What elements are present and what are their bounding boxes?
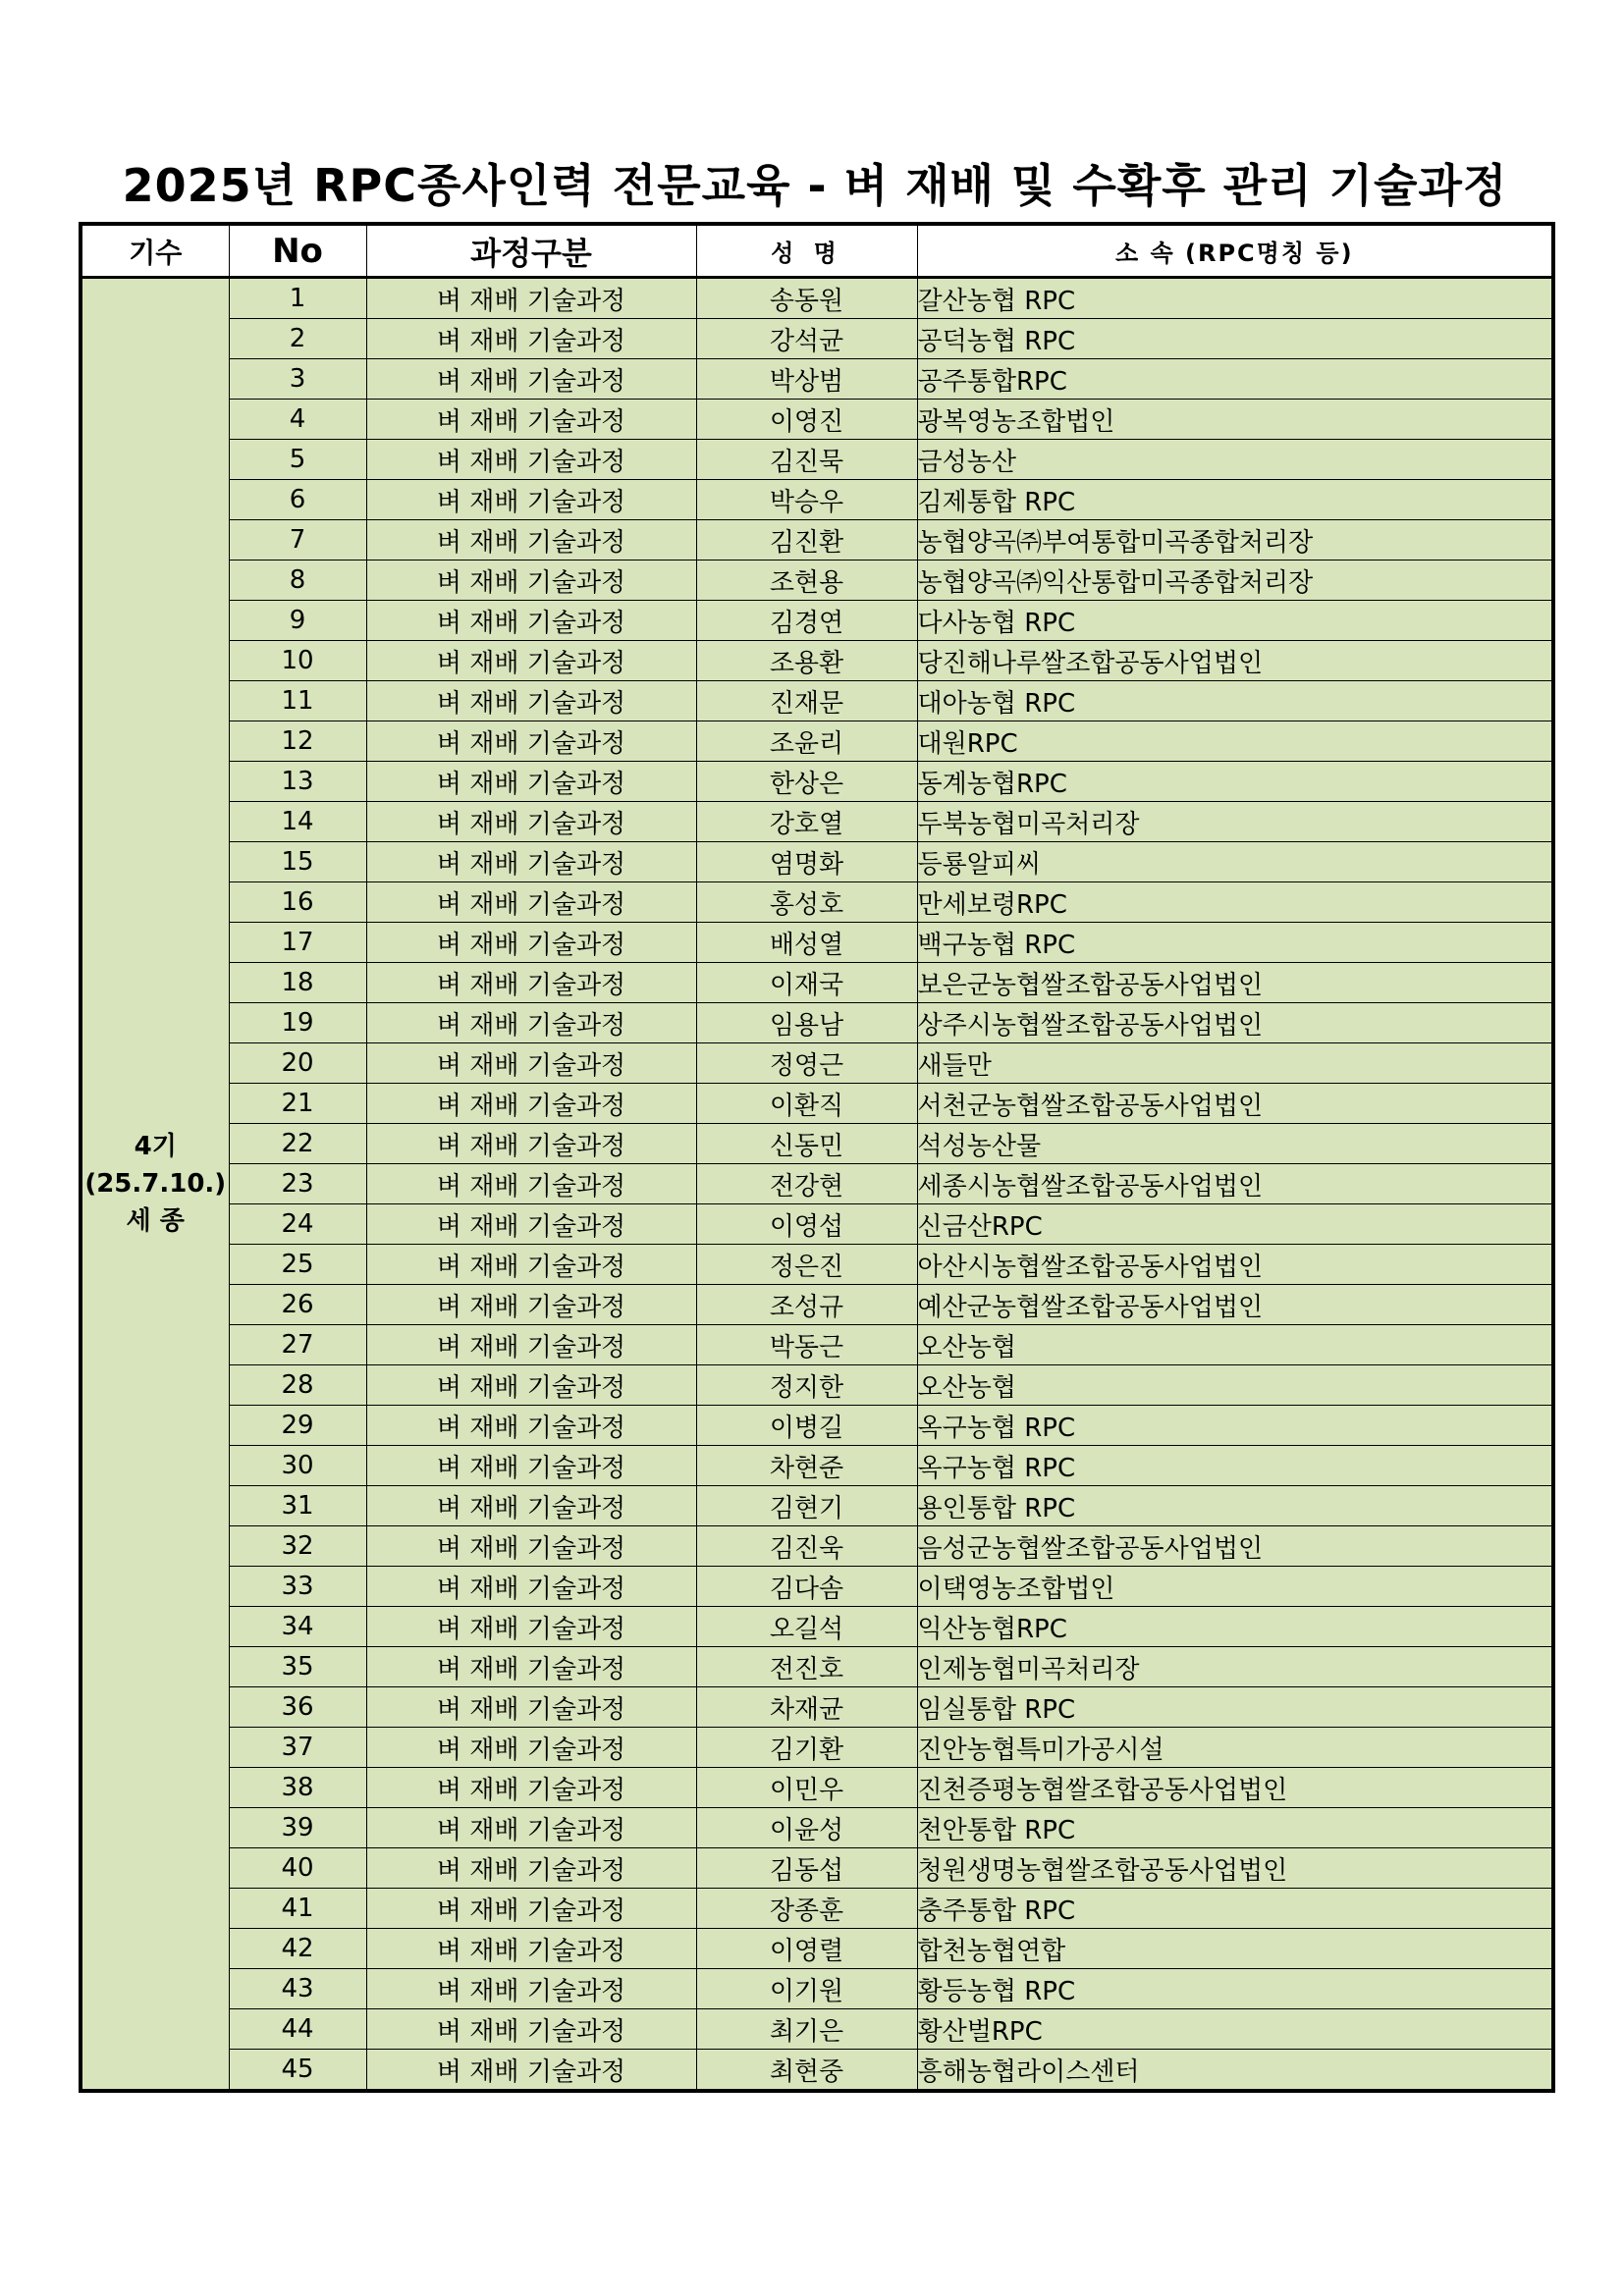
cell-name: 차재균 [696, 1687, 917, 1728]
cell-name: 오길석 [696, 1607, 917, 1647]
table-row [81, 1084, 1553, 1124]
table-row [81, 762, 1553, 802]
cell-course: 벼 재배 기술과정 [366, 882, 696, 923]
cell-affiliation: 흥해농협라이스센터 [917, 2050, 1553, 2092]
cell-course: 벼 재배 기술과정 [366, 1486, 696, 1526]
cell-course: 벼 재배 기술과정 [366, 359, 696, 400]
cell-affiliation: 공덕농협 RPC [917, 319, 1553, 359]
table-row [81, 359, 1553, 400]
cell-affiliation: 대원RPC [917, 721, 1553, 762]
cell-affiliation: 아산시농협쌀조합공동사업법인 [917, 1245, 1553, 1285]
cell-course: 벼 재배 기술과정 [366, 1245, 696, 1285]
cell-no: 25 [229, 1245, 366, 1285]
cell-course: 벼 재배 기술과정 [366, 1526, 696, 1567]
cell-affiliation: 만세보령RPC [917, 882, 1553, 923]
cell-no: 43 [229, 1969, 366, 2009]
cell-name: 최기은 [696, 2009, 917, 2050]
table-row [81, 681, 1553, 721]
cell-no: 6 [229, 480, 366, 520]
cell-name: 조현용 [696, 561, 917, 601]
cell-name: 배성열 [696, 923, 917, 963]
cell-course: 벼 재배 기술과정 [366, 923, 696, 963]
cell-no: 30 [229, 1446, 366, 1486]
cell-affiliation: 농협양곡㈜부여통합미곡종합처리장 [917, 520, 1553, 561]
cell-no: 24 [229, 1204, 366, 1245]
table-row [81, 1567, 1553, 1607]
cell-no: 16 [229, 882, 366, 923]
cell-affiliation: 임실통합 RPC [917, 1687, 1553, 1728]
table-row [81, 1406, 1553, 1446]
cell-name: 차현준 [696, 1446, 917, 1486]
cell-no: 27 [229, 1325, 366, 1365]
cell-name: 정지한 [696, 1365, 917, 1406]
cell-no: 22 [229, 1124, 366, 1164]
cell-course: 벼 재배 기술과정 [366, 1647, 696, 1687]
table-row [81, 1325, 1553, 1365]
cell-name: 장종훈 [696, 1889, 917, 1929]
cell-name: 강호열 [696, 802, 917, 842]
table-row [81, 278, 1553, 319]
cell-name: 김기환 [696, 1728, 917, 1768]
cell-no: 40 [229, 1848, 366, 1889]
cell-course: 벼 재배 기술과정 [366, 2009, 696, 2050]
table-body [81, 278, 1553, 2092]
cell-affiliation: 공주통합RPC [917, 359, 1553, 400]
cell-course: 벼 재배 기술과정 [366, 601, 696, 641]
cell-affiliation: 청원생명농협쌀조합공동사업법인 [917, 1848, 1553, 1889]
cell-course: 벼 재배 기술과정 [366, 802, 696, 842]
cell-course: 벼 재배 기술과정 [366, 1969, 696, 2009]
table-row [81, 1124, 1553, 1164]
table-row [81, 1486, 1553, 1526]
cell-affiliation: 천안통합 RPC [917, 1808, 1553, 1848]
cell-name: 이재국 [696, 963, 917, 1003]
table-row [81, 1607, 1553, 1647]
cell-course: 벼 재배 기술과정 [366, 681, 696, 721]
cell-name: 이병길 [696, 1406, 917, 1446]
cell-affiliation: 새들만 [917, 1043, 1553, 1084]
cell-no: 17 [229, 923, 366, 963]
cell-name: 이환직 [696, 1084, 917, 1124]
cell-affiliation: 등룡알피씨 [917, 842, 1553, 882]
cell-name: 최현중 [696, 2050, 917, 2092]
cell-course: 벼 재배 기술과정 [366, 278, 696, 319]
cell-no: 3 [229, 359, 366, 400]
cell-name: 김진환 [696, 520, 917, 561]
cell-affiliation: 예산군농협쌀조합공동사업법인 [917, 1285, 1553, 1325]
cell-course: 벼 재배 기술과정 [366, 1365, 696, 1406]
cell-course: 벼 재배 기술과정 [366, 480, 696, 520]
cell-no: 32 [229, 1526, 366, 1567]
cell-no: 34 [229, 1607, 366, 1647]
table-row [81, 1043, 1553, 1084]
cell-course: 벼 재배 기술과정 [366, 1124, 696, 1164]
cell-no: 21 [229, 1084, 366, 1124]
cell-name: 김다솜 [696, 1567, 917, 1607]
cell-affiliation: 합천농협연합 [917, 1929, 1553, 1969]
cell-affiliation: 익산농협RPC [917, 1607, 1553, 1647]
cell-course: 벼 재배 기술과정 [366, 1406, 696, 1446]
cell-name: 이영렬 [696, 1929, 917, 1969]
cell-course: 벼 재배 기술과정 [366, 1164, 696, 1204]
participant-table [79, 222, 1555, 2093]
cell-course: 벼 재배 기술과정 [366, 842, 696, 882]
table-row [81, 1889, 1553, 1929]
table-row [81, 882, 1553, 923]
cell-course: 벼 재배 기술과정 [366, 721, 696, 762]
cell-no: 15 [229, 842, 366, 882]
cell-affiliation: 농협양곡㈜익산통합미곡종합처리장 [917, 561, 1553, 601]
cell-no: 35 [229, 1647, 366, 1687]
cell-affiliation: 세종시농협쌀조합공동사업법인 [917, 1164, 1553, 1204]
header-no: No [229, 224, 366, 278]
cell-no: 20 [229, 1043, 366, 1084]
cell-course: 벼 재배 기술과정 [366, 1204, 696, 1245]
cell-no: 39 [229, 1808, 366, 1848]
cell-name: 김경연 [696, 601, 917, 641]
header-affiliation: 소 속 (RPC명칭 등) [917, 224, 1553, 278]
cell-affiliation: 대아농협 RPC [917, 681, 1553, 721]
cohort-cell [81, 278, 229, 2092]
cell-name: 전강현 [696, 1164, 917, 1204]
cell-affiliation: 당진해나루쌀조합공동사업법인 [917, 641, 1553, 681]
cell-no: 23 [229, 1164, 366, 1204]
cell-course: 벼 재배 기술과정 [366, 400, 696, 440]
header-course: 과정구분 [366, 224, 696, 278]
header-name: 성 명 [696, 224, 917, 278]
table-row [81, 561, 1553, 601]
cell-name: 이영진 [696, 400, 917, 440]
cell-affiliation: 갈산농협 RPC [917, 278, 1553, 319]
cell-course: 벼 재배 기술과정 [366, 2050, 696, 2092]
cell-course: 벼 재배 기술과정 [366, 762, 696, 802]
cell-no: 45 [229, 2050, 366, 2092]
cell-no: 36 [229, 1687, 366, 1728]
table-row [81, 1526, 1553, 1567]
cell-name: 한상은 [696, 762, 917, 802]
cell-name: 김현기 [696, 1486, 917, 1526]
cell-course: 벼 재배 기술과정 [366, 1567, 696, 1607]
table-row [81, 1848, 1553, 1889]
cell-no: 11 [229, 681, 366, 721]
cell-name: 박승우 [696, 480, 917, 520]
cell-course: 벼 재배 기술과정 [366, 1848, 696, 1889]
cell-no: 44 [229, 2009, 366, 2050]
table-row [81, 1204, 1553, 1245]
cell-affiliation: 오산농협 [917, 1325, 1553, 1365]
table-row [81, 802, 1553, 842]
cell-affiliation: 신금산RPC [917, 1204, 1553, 1245]
table-row [81, 1687, 1553, 1728]
cell-no: 42 [229, 1929, 366, 1969]
cohort-line1: 4기 [134, 1132, 177, 1161]
cell-name: 김진욱 [696, 1526, 917, 1567]
table-row [81, 641, 1553, 681]
cell-name: 박상범 [696, 359, 917, 400]
cell-name: 임용남 [696, 1003, 917, 1043]
cell-affiliation: 보은군농협쌀조합공동사업법인 [917, 963, 1553, 1003]
cell-affiliation: 동계농협RPC [917, 762, 1553, 802]
cell-course: 벼 재배 기술과정 [366, 1446, 696, 1486]
cell-no: 19 [229, 1003, 366, 1043]
cell-affiliation: 음성군농협쌀조합공동사업법인 [917, 1526, 1553, 1567]
table-row [81, 1768, 1553, 1808]
cell-course: 벼 재배 기술과정 [366, 1607, 696, 1647]
cell-course: 벼 재배 기술과정 [366, 1929, 696, 1969]
cell-no: 31 [229, 1486, 366, 1526]
cell-affiliation: 이택영농조합법인 [917, 1567, 1553, 1607]
cell-affiliation: 용인통합 RPC [917, 1486, 1553, 1526]
cell-course: 벼 재배 기술과정 [366, 1768, 696, 1808]
cell-no: 8 [229, 561, 366, 601]
cell-course: 벼 재배 기술과정 [366, 440, 696, 480]
cell-no: 38 [229, 1768, 366, 1808]
cell-affiliation: 다사농협 RPC [917, 601, 1553, 641]
cell-course: 벼 재배 기술과정 [366, 319, 696, 359]
table-row [81, 601, 1553, 641]
cell-course: 벼 재배 기술과정 [366, 1003, 696, 1043]
cell-no: 7 [229, 520, 366, 561]
cell-name: 정영근 [696, 1043, 917, 1084]
header-gisu: 기수 [81, 224, 229, 278]
cell-course: 벼 재배 기술과정 [366, 1808, 696, 1848]
table-row [81, 480, 1553, 520]
cell-affiliation: 서천군농협쌀조합공동사업법인 [917, 1084, 1553, 1124]
cell-name: 송동원 [696, 278, 917, 319]
cohort-line3: 세 종 [126, 1206, 185, 1236]
table-row [81, 1245, 1553, 1285]
cell-affiliation: 진천증평농협쌀조합공동사업법인 [917, 1768, 1553, 1808]
cell-name: 이윤성 [696, 1808, 917, 1848]
cell-no: 18 [229, 963, 366, 1003]
cell-course: 벼 재배 기술과정 [366, 1285, 696, 1325]
table-row [81, 2009, 1553, 2050]
table-row [81, 721, 1553, 762]
table-row [81, 2050, 1553, 2092]
table-row [81, 842, 1553, 882]
table-row [81, 1969, 1553, 2009]
cell-no: 1 [229, 278, 366, 319]
cell-affiliation: 김제통합 RPC [917, 480, 1553, 520]
table-row [81, 1365, 1553, 1406]
cell-affiliation: 옥구농협 RPC [917, 1406, 1553, 1446]
cell-affiliation: 인제농협미곡처리장 [917, 1647, 1553, 1687]
cell-no: 12 [229, 721, 366, 762]
cell-no: 41 [229, 1889, 366, 1929]
cell-affiliation: 두북농협미곡처리장 [917, 802, 1553, 842]
cohort-line2: (25.7.10.) [84, 1169, 227, 1199]
cell-no: 13 [229, 762, 366, 802]
cell-affiliation: 석성농산물 [917, 1124, 1553, 1164]
table-row [81, 1164, 1553, 1204]
cell-affiliation: 황등농협 RPC [917, 1969, 1553, 2009]
cell-affiliation: 충주통합 RPC [917, 1889, 1553, 1929]
cell-course: 벼 재배 기술과정 [366, 561, 696, 601]
cell-name: 김동섭 [696, 1848, 917, 1889]
table-row [81, 1808, 1553, 1848]
cell-course: 벼 재배 기술과정 [366, 1043, 696, 1084]
cell-affiliation: 오산농협 [917, 1365, 1553, 1406]
table-row [81, 1003, 1553, 1043]
cell-name: 강석균 [696, 319, 917, 359]
cell-course: 벼 재배 기술과정 [366, 520, 696, 561]
table-row [81, 400, 1553, 440]
table-row [81, 319, 1553, 359]
table-row [81, 520, 1553, 561]
cell-affiliation: 금성농산 [917, 440, 1553, 480]
cell-name: 조윤리 [696, 721, 917, 762]
cell-affiliation: 광복영농조합법인 [917, 400, 1553, 440]
table-row [81, 1285, 1553, 1325]
cell-course: 벼 재배 기술과정 [366, 641, 696, 681]
cell-course: 벼 재배 기술과정 [366, 963, 696, 1003]
cell-name: 이기원 [696, 1969, 917, 2009]
table-row [81, 1446, 1553, 1486]
cell-course: 벼 재배 기술과정 [366, 1889, 696, 1929]
table-row [81, 963, 1553, 1003]
cell-name: 염명화 [696, 842, 917, 882]
cell-name: 진재문 [696, 681, 917, 721]
cell-no: 33 [229, 1567, 366, 1607]
cell-name: 정은진 [696, 1245, 917, 1285]
cell-affiliation: 진안농협특미가공시설 [917, 1728, 1553, 1768]
cell-course: 벼 재배 기술과정 [366, 1687, 696, 1728]
cell-no: 4 [229, 400, 366, 440]
cell-name: 박동근 [696, 1325, 917, 1365]
page-title: 2025년 RPC종사인력 전문교육 - 벼 재배 및 수확후 관리 기술과정 [122, 159, 1508, 212]
table-row [81, 923, 1553, 963]
cell-no: 28 [229, 1365, 366, 1406]
cell-no: 10 [229, 641, 366, 681]
cell-name: 조용환 [696, 641, 917, 681]
cell-course: 벼 재배 기술과정 [366, 1728, 696, 1768]
cell-course: 벼 재배 기술과정 [366, 1084, 696, 1124]
cell-course: 벼 재배 기술과정 [366, 1325, 696, 1365]
cell-no: 5 [229, 440, 366, 480]
cell-no: 26 [229, 1285, 366, 1325]
cell-no: 29 [229, 1406, 366, 1446]
cell-no: 14 [229, 802, 366, 842]
cell-affiliation: 상주시농협쌀조합공동사업법인 [917, 1003, 1553, 1043]
cell-name: 전진호 [696, 1647, 917, 1687]
table-row [81, 1929, 1553, 1969]
cell-name: 홍성호 [696, 882, 917, 923]
cell-name: 이영섭 [696, 1204, 917, 1245]
cell-name: 김진묵 [696, 440, 917, 480]
cell-no: 9 [229, 601, 366, 641]
cell-name: 이민우 [696, 1768, 917, 1808]
table-row [81, 1647, 1553, 1687]
cell-name: 조성규 [696, 1285, 917, 1325]
cell-affiliation: 옥구농협 RPC [917, 1446, 1553, 1486]
cell-no: 2 [229, 319, 366, 359]
cell-affiliation: 백구농협 RPC [917, 923, 1553, 963]
cell-affiliation: 황산벌RPC [917, 2009, 1553, 2050]
cell-name: 신동민 [696, 1124, 917, 1164]
table-header-row [81, 224, 1553, 278]
table-row [81, 1728, 1553, 1768]
cell-no: 37 [229, 1728, 366, 1768]
table-row [81, 440, 1553, 480]
